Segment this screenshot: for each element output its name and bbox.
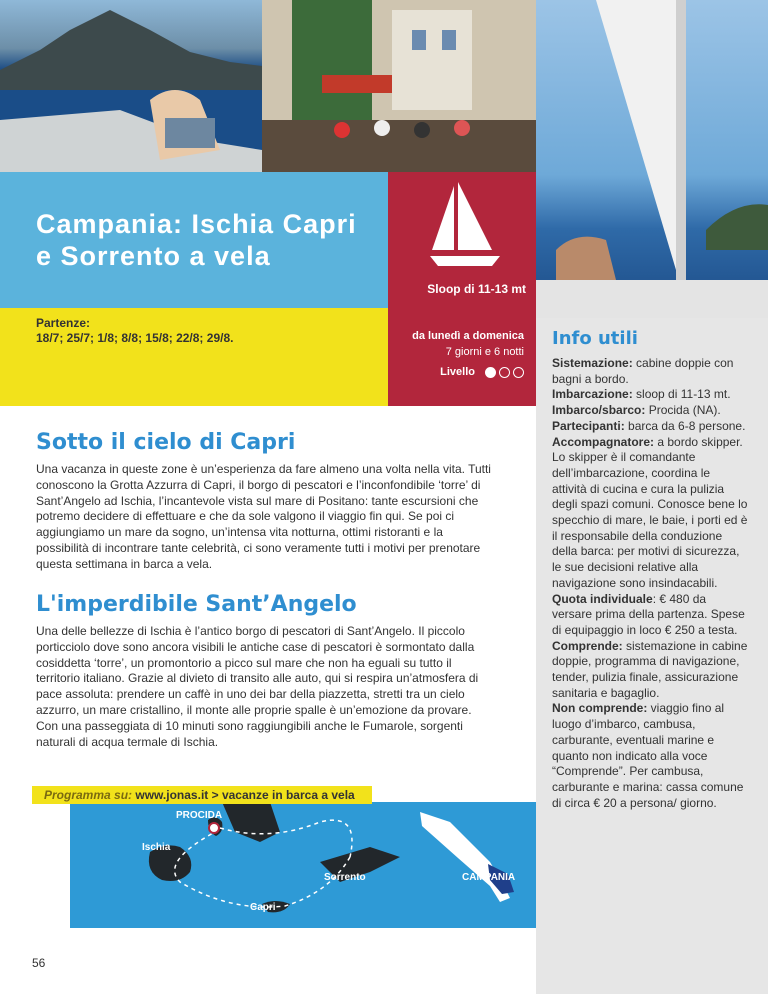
village-photo xyxy=(262,0,536,172)
section-title-capri: Sotto il cielo di Capri xyxy=(36,430,296,455)
info-item: Sistemazione: cabine doppie con bagni a bordo. xyxy=(552,356,734,386)
sailboat-photo-right xyxy=(536,0,768,318)
info-item: Imbarcazione: sloop di 11-13 mt. xyxy=(552,387,731,402)
program-link[interactable]: www.jonas.it > vacanze in barca a vela xyxy=(135,788,355,802)
village-photo-graphic xyxy=(262,0,536,172)
program-line xyxy=(44,788,355,802)
route-map-graphic xyxy=(70,802,536,928)
page-number: 56 xyxy=(32,956,46,970)
info-item: Imbarco/sbarco: Procida (NA). xyxy=(552,403,721,418)
level-dot-1-icon xyxy=(485,367,496,378)
level-label: Livello xyxy=(440,366,475,378)
departures-label: Partenze: xyxy=(36,316,91,330)
info-item: Accompagnatore: a bordo skipper. Lo skipper è il comandante dell’imbarcazione, coordina le attività di cucina e cura la pulizia degli spazi comuni. Conosce bene lo specchio di mare, le baie, i porti ed è il responsabile della conduzione della barca: per motivi di sicurezza, le sue decisioni relative alla navigazione sono insindacabili. xyxy=(552,434,748,590)
map-label-ischia: Ischia xyxy=(142,842,171,853)
program-lead: Programma su: xyxy=(44,788,133,802)
schedule-length: 7 giorni e 6 notti xyxy=(445,346,524,358)
difficulty-level xyxy=(388,366,524,378)
schedule-days: da lunedì a domenica xyxy=(412,330,524,342)
departures-dates: 18/7; 25/7; 1/8; 8/8; 15/8; 22/8; 29/8. xyxy=(36,331,234,345)
sailboat-icon xyxy=(388,172,536,274)
level-dot-2-icon xyxy=(499,367,510,378)
map-label-capri: Capri xyxy=(250,902,276,913)
info-item: Quota individuale: € 480 da versare prima della partenza. Spese di equipaggio in loco € 250 a testa. xyxy=(552,591,745,637)
boat-type-label: Sloop di 11-13 mt xyxy=(427,282,526,296)
map-label-campania: CAMPANIA xyxy=(462,872,516,883)
info-title: Info utili xyxy=(552,328,638,349)
info-item: Partecipanti: barca da 6-8 persone. xyxy=(552,418,746,433)
sailing-photo-left xyxy=(0,0,262,172)
info-list xyxy=(552,356,748,811)
sailing-photo-left-graphic xyxy=(0,0,262,172)
sailboat-photo-right-graphic xyxy=(536,0,768,318)
info-item: Non comprende: viaggio fino al luogo d’imbarco, cambusa, carburante, eventuali marine e quanto non indicato alla voce “Comprende”. Per cambusa, carburante e marina: cassa comune di circa € 20 a persona/ giorno. xyxy=(552,701,744,810)
map-label-procida: PROCIDA xyxy=(176,810,223,821)
route-map xyxy=(70,802,536,928)
section-text-santangelo: Una delle bellezze di Ischia è l’antico borgo di pescatori di Sant’Angelo. Il piccolo porticciolo dove sono ancora visibili le antiche case di pescatori è sormontato dalla cosiddetta ‘torre’, un promontorio a picco sul mare che non ha eguali su tutto il territorio italiano. Grazie al divieto di transito alle auto, qui si respira un’atmosfera di pace assoluta: prendere un caffè in uno dei bar della piazzetta, stretti tra un cielo azzurro, un mare cristallino, il monte alle proprie spalle è un’emozione da provare. Con una passeggiata di 10 minuti sono raggiungibili anche le Fumarole, sorgenti naturali di acqua termale di Ischia. xyxy=(36,624,479,749)
departures-block xyxy=(36,316,366,346)
page-title: Campania: Ischia Capri e Sorrento a vela xyxy=(36,209,357,271)
section-text-capri: Una vacanza in queste zone è un’esperienza da fare almeno una volta nella vita. Tutti conoscono la Grotta Azzurra di Capri, il borgo di pescatori e l’inconfondibile ‘torre’ di Sant’Angelo ad Ischia, l’incantevole vista sul mare di Positano: tante escursioni che potremo decidere di effettuare e che da sole valgono il viaggio fin qui. Se poi ci aggiungiamo un mare da sogno, un’intensa vita notturna, ottimi ristoranti e la possibilità di incontrare tante celebrità, ci sono veramente tutti i motivi per prenotare questa settimana in barca a vela. xyxy=(36,462,491,571)
info-item: Comprende: sistemazione in cabine doppie, programma di navigazione, tender, pulizia finale, assicurazione sanitaria e bagaglio. xyxy=(552,638,748,700)
section-title-santangelo: L'imperdibile Sant’Angelo xyxy=(36,592,357,617)
map-label-sorrento: Sorrento xyxy=(324,872,366,883)
level-dot-3-icon xyxy=(513,367,524,378)
